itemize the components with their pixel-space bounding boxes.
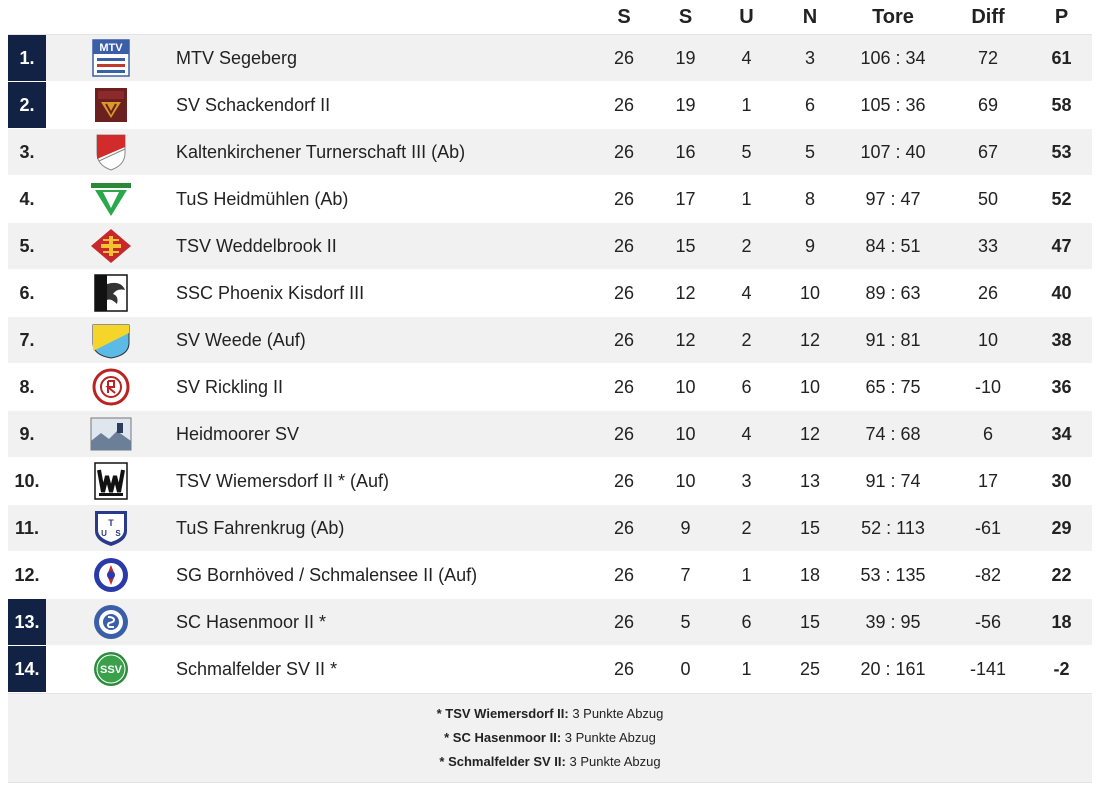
tus-heidmuehlen-crest-icon[interactable] — [87, 180, 135, 218]
drawn-cell: 6 — [714, 364, 779, 411]
goals-cell: 39 : 95 — [841, 599, 945, 646]
diff-cell: -10 — [945, 364, 1031, 411]
drawn-cell: 1 — [714, 176, 779, 223]
goals-cell: 53 : 135 — [841, 552, 945, 599]
crest-cell — [46, 646, 176, 693]
table-row[interactable] — [8, 552, 1092, 599]
lost-cell: 18 — [779, 552, 841, 599]
footnote — [8, 726, 1092, 750]
diff-cell: 17 — [945, 458, 1031, 505]
table-row[interactable] — [8, 646, 1092, 693]
points-cell: 38 — [1031, 317, 1092, 364]
header-drawn[interactable]: U — [739, 5, 754, 28]
diff-cell: -141 — [945, 646, 1031, 693]
goals-cell: 97 : 47 — [841, 176, 945, 223]
played-cell: 26 — [591, 270, 657, 317]
team-name-link[interactable]: TuS Heidmühlen (Ab) — [176, 176, 591, 223]
header-played[interactable]: S — [617, 5, 631, 28]
played-cell: 26 — [591, 458, 657, 505]
crest-cell — [46, 364, 176, 411]
heidmoorer-sv-crest-icon[interactable] — [87, 415, 135, 453]
diff-cell: -56 — [945, 599, 1031, 646]
sc-hasenmoor-crest-icon[interactable] — [87, 603, 135, 641]
crest-cell — [46, 176, 176, 223]
goals-cell: 74 : 68 — [841, 411, 945, 458]
team-name-link[interactable]: Schmalfelder SV II * — [176, 646, 591, 693]
team-name-link[interactable]: TuS Fahrenkrug (Ab) — [176, 505, 591, 552]
header-diff[interactable]: Diff — [971, 5, 1005, 28]
rank-cell: 14. — [8, 646, 46, 693]
kaltenkirchener-ts-crest-icon[interactable] — [87, 133, 135, 171]
crest-cell — [46, 270, 176, 317]
points-cell: 18 — [1031, 599, 1092, 646]
lost-cell: 12 — [779, 317, 841, 364]
points-cell: 22 — [1031, 552, 1092, 599]
drawn-cell: 1 — [714, 82, 779, 129]
played-cell: 26 — [591, 646, 657, 693]
drawn-cell: 1 — [714, 552, 779, 599]
diff-cell: -82 — [945, 552, 1031, 599]
rank-cell: 13. — [8, 599, 46, 646]
drawn-cell: 4 — [714, 270, 779, 317]
points-cell: 53 — [1031, 129, 1092, 176]
diff-cell: -61 — [945, 505, 1031, 552]
lost-cell: 3 — [779, 35, 841, 82]
rank-cell: 10. — [8, 458, 46, 505]
played-cell: 26 — [591, 599, 657, 646]
drawn-cell: 2 — [714, 505, 779, 552]
team-name-link[interactable]: SV Rickling II — [176, 364, 591, 411]
diff-cell: 26 — [945, 270, 1031, 317]
won-cell: 10 — [657, 411, 714, 458]
won-cell: 0 — [657, 646, 714, 693]
lost-cell: 12 — [779, 411, 841, 458]
points-cell: 58 — [1031, 82, 1092, 129]
table-row[interactable] — [8, 317, 1092, 364]
crest-cell — [46, 317, 176, 364]
rank-cell: 12. — [8, 552, 46, 599]
lost-cell: 10 — [779, 364, 841, 411]
footnote-text: 3 Punkte Abzug — [572, 706, 664, 721]
lost-cell: 25 — [779, 646, 841, 693]
won-cell: 19 — [657, 82, 714, 129]
table-row[interactable] — [8, 505, 1092, 552]
footnote-team: * SC Hasenmoor II: — [444, 730, 562, 745]
crest-cell — [46, 552, 176, 599]
crest-label: MTV — [99, 42, 123, 54]
footnote-team: * TSV Wiemersdorf II: — [436, 706, 569, 721]
won-cell: 9 — [657, 505, 714, 552]
header-points[interactable]: P — [1054, 5, 1069, 28]
svg-text:S: S — [115, 529, 121, 538]
goals-cell: 91 : 74 — [841, 458, 945, 505]
played-cell: 26 — [591, 35, 657, 82]
played-cell: 26 — [591, 411, 657, 458]
footnote — [8, 750, 1092, 774]
rank-cell: 3. — [8, 129, 46, 176]
header-rank — [8, 0, 46, 35]
rank-cell: 7. — [8, 317, 46, 364]
tus-fahrenkrug-crest-icon[interactable] — [87, 509, 135, 547]
rank-cell: 6. — [8, 270, 46, 317]
rank-cell: 2. — [8, 82, 46, 129]
table-row[interactable] — [8, 223, 1092, 270]
won-cell: 12 — [657, 317, 714, 364]
won-cell: 16 — [657, 129, 714, 176]
footnote-team: * Schmalfelder SV II: — [439, 754, 566, 769]
table-row[interactable] — [8, 129, 1092, 176]
schmalfelder-sv-crest-icon[interactable] — [87, 650, 135, 688]
played-cell: 26 — [591, 82, 657, 129]
diff-cell: 72 — [945, 35, 1031, 82]
table-row[interactable] — [8, 599, 1092, 646]
table-row[interactable] — [8, 411, 1092, 458]
goals-cell: 84 : 51 — [841, 223, 945, 270]
drawn-cell: 2 — [714, 317, 779, 364]
won-cell: 5 — [657, 599, 714, 646]
points-cell: 52 — [1031, 176, 1092, 223]
goals-cell: 52 : 113 — [841, 505, 945, 552]
drawn-cell: 4 — [714, 411, 779, 458]
rank-cell: 11. — [8, 505, 46, 552]
lost-cell: 10 — [779, 270, 841, 317]
footnote-text: 3 Punkte Abzug — [564, 730, 656, 745]
diff-cell: 33 — [945, 223, 1031, 270]
table-body — [8, 35, 1092, 693]
goals-cell: 65 : 75 — [841, 364, 945, 411]
goals-cell: 105 : 36 — [841, 82, 945, 129]
lost-cell: 6 — [779, 82, 841, 129]
header-lost[interactable]: N — [802, 5, 818, 28]
sg-bornhoeved-crest-icon[interactable] — [87, 556, 135, 594]
won-cell: 10 — [657, 364, 714, 411]
header-team — [176, 0, 591, 35]
drawn-cell: 5 — [714, 129, 779, 176]
won-cell: 12 — [657, 270, 714, 317]
lost-cell: 13 — [779, 458, 841, 505]
tsv-weddelbrook-crest-icon[interactable] — [87, 227, 135, 265]
svg-text:U: U — [101, 529, 107, 538]
team-name-link[interactable]: SV Schackendorf II — [176, 82, 591, 129]
table-row[interactable] — [8, 35, 1092, 82]
lost-cell: 8 — [779, 176, 841, 223]
points-cell: 36 — [1031, 364, 1092, 411]
points-cell: 30 — [1031, 458, 1092, 505]
rank-cell: 5. — [8, 223, 46, 270]
table-row[interactable] — [8, 364, 1092, 411]
rank-cell: 8. — [8, 364, 46, 411]
team-name-link[interactable]: SG Bornhöved / Schmalensee II (Auf) — [176, 552, 591, 599]
header-crest — [46, 0, 176, 35]
played-cell: 26 — [591, 129, 657, 176]
table-row[interactable] — [8, 458, 1092, 505]
diff-cell: 67 — [945, 129, 1031, 176]
rank-cell: 1. — [8, 35, 46, 82]
footnote-text: 3 Punkte Abzug — [569, 754, 661, 769]
lost-cell: 15 — [779, 599, 841, 646]
crest-cell — [46, 458, 176, 505]
crest-label: SSV — [99, 664, 123, 676]
svg-text:T: T — [108, 518, 114, 528]
table-header-row — [8, 0, 1092, 35]
drawn-cell: 4 — [714, 35, 779, 82]
mtv-segeberg-crest-icon[interactable] — [87, 39, 135, 77]
rank-cell: 4. — [8, 176, 46, 223]
footnotes — [8, 693, 1092, 783]
crest-cell — [46, 129, 176, 176]
lost-cell: 15 — [779, 505, 841, 552]
crest-cell — [46, 599, 176, 646]
tsv-wiemersdorf-crest-icon[interactable] — [87, 462, 135, 500]
points-cell: 40 — [1031, 270, 1092, 317]
league-table — [8, 0, 1092, 693]
diff-cell: 69 — [945, 82, 1031, 129]
goals-cell: 91 : 81 — [841, 317, 945, 364]
team-name-link[interactable]: SSC Phoenix Kisdorf III — [176, 270, 591, 317]
drawn-cell: 3 — [714, 458, 779, 505]
points-cell: -2 — [1031, 646, 1092, 693]
played-cell: 26 — [591, 317, 657, 364]
points-cell: 47 — [1031, 223, 1092, 270]
played-cell: 26 — [591, 223, 657, 270]
crest-cell — [46, 411, 176, 458]
won-cell: 7 — [657, 552, 714, 599]
won-cell: 17 — [657, 176, 714, 223]
team-name-link[interactable]: SC Hasenmoor II * — [176, 599, 591, 646]
team-name-link[interactable]: Kaltenkirchener Turnerschaft III (Ab) — [176, 129, 591, 176]
header-won[interactable]: S — [678, 5, 693, 28]
sv-rickling-crest-icon[interactable] — [87, 368, 135, 406]
table-row[interactable] — [8, 270, 1092, 317]
lost-cell: 5 — [779, 129, 841, 176]
won-cell: 19 — [657, 35, 714, 82]
drawn-cell: 1 — [714, 646, 779, 693]
crest-cell — [46, 82, 176, 129]
goals-cell: 106 : 34 — [841, 35, 945, 82]
diff-cell: 10 — [945, 317, 1031, 364]
goals-cell: 107 : 40 — [841, 129, 945, 176]
rank-cell: 9. — [8, 411, 46, 458]
team-name-link[interactable]: MTV Segeberg — [176, 35, 591, 82]
header-goals[interactable]: Tore — [872, 5, 914, 28]
sv-schackendorf-crest-icon[interactable] — [87, 86, 135, 124]
played-cell: 26 — [591, 364, 657, 411]
diff-cell: 6 — [945, 411, 1031, 458]
points-cell: 34 — [1031, 411, 1092, 458]
crest-cell — [46, 505, 176, 552]
goals-cell: 89 : 63 — [841, 270, 945, 317]
sv-weede-crest-icon[interactable] — [87, 321, 135, 359]
team-name-link[interactable]: TSV Weddelbrook II — [176, 223, 591, 270]
team-name-link[interactable]: SV Weede (Auf) — [176, 317, 591, 364]
team-name-link[interactable]: TSV Wiemersdorf II * (Auf) — [176, 458, 591, 505]
diff-cell: 50 — [945, 176, 1031, 223]
drawn-cell: 2 — [714, 223, 779, 270]
played-cell: 26 — [591, 176, 657, 223]
crest-cell — [46, 35, 176, 82]
won-cell: 15 — [657, 223, 714, 270]
ssc-phoenix-kisdorf-crest-icon[interactable] — [87, 274, 135, 312]
crest-cell — [46, 223, 176, 270]
drawn-cell: 6 — [714, 599, 779, 646]
played-cell: 26 — [591, 505, 657, 552]
points-cell: 61 — [1031, 35, 1092, 82]
table-row[interactable] — [8, 176, 1092, 223]
points-cell: 29 — [1031, 505, 1092, 552]
goals-cell: 20 : 161 — [841, 646, 945, 693]
footnote — [8, 702, 1092, 726]
won-cell: 10 — [657, 458, 714, 505]
played-cell: 26 — [591, 552, 657, 599]
team-name-link[interactable]: Heidmoorer SV — [176, 411, 591, 458]
lost-cell: 9 — [779, 223, 841, 270]
table-row[interactable] — [8, 82, 1092, 129]
